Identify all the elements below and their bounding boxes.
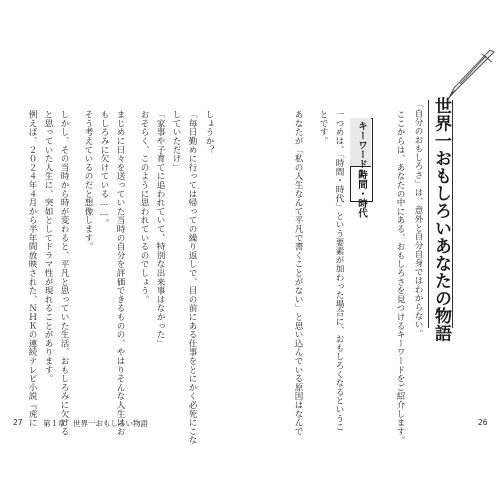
body-line: もしろみに欠けている……。 <box>99 110 109 228</box>
body-line: おそらく、このように思われているのでしょう。 <box>139 110 149 304</box>
intro-line: 「自分のおもしろさ」は、意外と自分自身ではわからない。 <box>413 100 423 338</box>
body-line: あなたが「私の人生なんて平凡で書くことがない」と思い込んでいる原因はなんで <box>293 110 303 436</box>
body-line: そう考えているのだと想像します。 <box>83 110 93 251</box>
running-head: 第１章 世界一おもしろい物語 <box>43 419 148 428</box>
title-rule-right <box>452 100 453 328</box>
page-number-left: 27 <box>13 418 23 427</box>
intro-line: ここからは、あなたの中にある、おもしろさを見つけるキーワードをご紹介します。 <box>395 110 405 445</box>
page-number-right: 26 <box>478 418 488 427</box>
body-line: 例えば、２０２４年４月から半年間放映された、ＮＨＫの連続テレビ小説『虎に <box>27 110 37 427</box>
body-line: しかし、その当時から時が変わると、平凡と思っていた生活、おもしろみに欠ける <box>59 110 69 436</box>
page-title: 世界一おもしろいあなたの物語 <box>431 97 451 342</box>
fountain-pen-icon <box>436 50 496 100</box>
title-rule-left <box>428 100 429 328</box>
body-line: とです。 <box>318 110 328 146</box>
body-line: と思っていた人生に、突如としてドラマ性が現れることがあります。 <box>43 110 53 383</box>
keyword-name: 時間・時代 <box>356 170 367 218</box>
body-line: していただけ」 <box>171 110 181 172</box>
body-line: まじめに日々を送っていた当時の自分を評価できるものの、やはりそんな人生はお <box>115 110 125 436</box>
keyword-label: キーワード1 <box>356 121 367 180</box>
body-line: しょうか？ <box>204 110 214 154</box>
body-line: 一つめは、「時間・時代」という要素が加わった場合に、おもしろくなるというこ <box>334 110 344 432</box>
body-line: 「毎日勤めに行っては帰っての繰り返しで、目の前にある仕事をとにかく必死にこな <box>187 110 197 445</box>
body-line: 「家事や子育てに追われていて、特別な出来事はなかった」 <box>155 110 165 348</box>
